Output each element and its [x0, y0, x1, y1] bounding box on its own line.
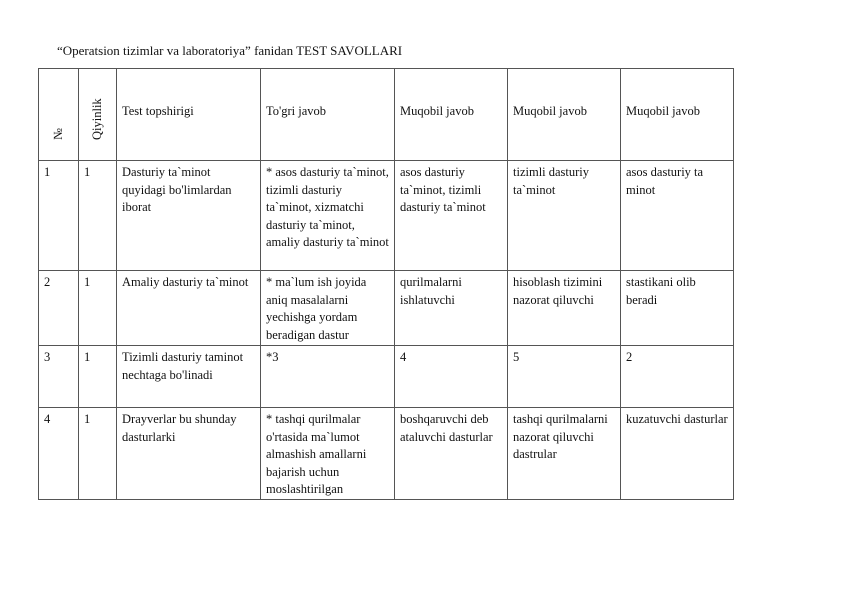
header-alternative-answer-3: Muqobil javob [621, 69, 734, 161]
table-row [39, 346, 734, 408]
cell-difficulty: 1 [79, 271, 117, 346]
header-difficulty: Qiyinlik [79, 69, 117, 161]
cell-alternative-answer-1: boshqaruvchi deb ataluvchi dasturlar [395, 408, 508, 500]
header-alternative-answer-1: Muqobil javob [395, 69, 508, 161]
cell-correct-answer: * asos dasturiy ta`minot, tizimli dasturiy ta`minot, xizmatchi dasturiy ta`minot, amaliy dasturiy ta`minot [261, 161, 395, 271]
table-header-row [39, 69, 734, 161]
cell-alternative-answer-1: qurilmalarni ishlatuvchi [395, 271, 508, 346]
cell-number: 3 [39, 346, 79, 408]
cell-alternative-answer-1: asos dasturiy ta`minot, tizimli dasturiy ta`minot [395, 161, 508, 271]
cell-alternative-answer-3: asos dasturiy ta minot [621, 161, 734, 271]
header-correct-answer: To'gri javob [261, 69, 395, 161]
test-questions-table [38, 68, 734, 500]
header-number: № [39, 69, 79, 161]
cell-alternative-answer-2: tizimli dasturiy ta`minot [508, 161, 621, 271]
cell-alternative-answer-2: 5 [508, 346, 621, 408]
cell-difficulty: 1 [79, 161, 117, 271]
table-row [39, 161, 734, 271]
cell-alternative-answer-2: hisoblash tizimini nazorat qiluvchi [508, 271, 621, 346]
cell-number: 1 [39, 161, 79, 271]
cell-question: Tizimli dasturiy taminot nechtaga bo'linadi [117, 346, 261, 408]
header-alternative-answer-2: Muqobil javob [508, 69, 621, 161]
cell-correct-answer: * tashqi qurilmalar o'rtasida ma`lumot almashish amallarni bajarish uchun moslashtirilgan [261, 408, 395, 500]
cell-correct-answer: *3 [261, 346, 395, 408]
cell-question: Dasturiy ta`minot quyidagi bo'limlardan iborat [117, 161, 261, 271]
header-question: Test topshirigi [117, 69, 261, 161]
cell-number: 4 [39, 408, 79, 500]
cell-difficulty: 1 [79, 408, 117, 500]
table-row [39, 271, 734, 346]
cell-alternative-answer-3: 2 [621, 346, 734, 408]
cell-correct-answer: * ma`lum ish joyida aniq masalalarni yechishga yordam beradigan dastur [261, 271, 395, 346]
cell-alternative-answer-2: tashqi qurilmalarni nazorat qiluvchi dastrular [508, 408, 621, 500]
cell-alternative-answer-1: 4 [395, 346, 508, 408]
page-title: “Operatsion tizimlar va laboratoriya” fanidan TEST SAVOLLARI [57, 43, 403, 58]
cell-alternative-answer-3: stastikani olib beradi [621, 271, 734, 346]
cell-alternative-answer-3: kuzatuvchi dasturlar [621, 408, 734, 500]
cell-number: 2 [39, 271, 79, 346]
cell-question: Drayverlar bu shunday dasturlarki [117, 408, 261, 500]
table-row [39, 408, 734, 500]
cell-question: Amaliy dasturiy ta`minot [117, 271, 261, 346]
cell-difficulty: 1 [79, 346, 117, 408]
